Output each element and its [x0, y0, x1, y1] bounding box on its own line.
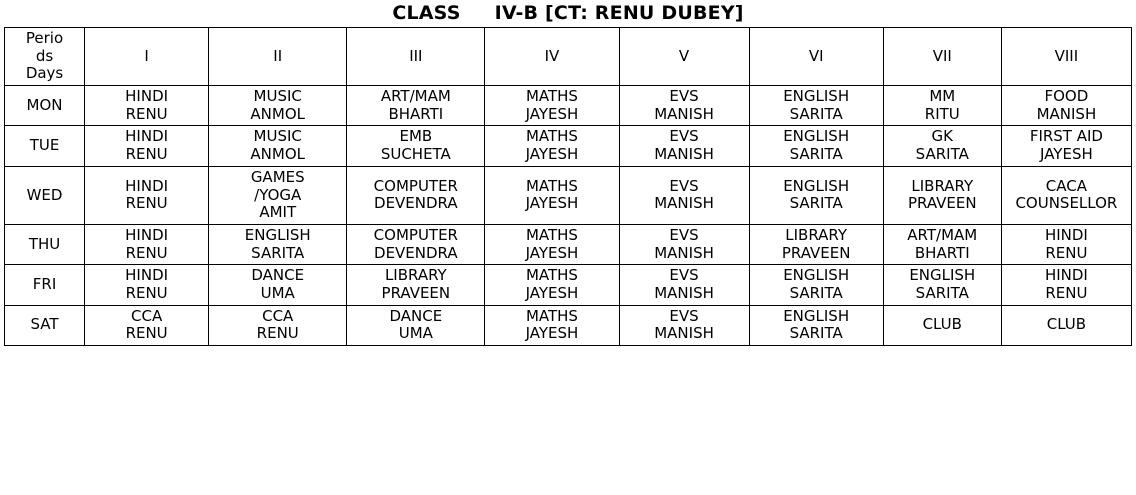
- schedule-cell-line: DEVENDRA: [374, 243, 458, 262]
- schedule-cell: [1001, 86, 1131, 126]
- schedule-cell-line: ENGLISH: [783, 306, 850, 325]
- header-row: [5, 28, 1132, 86]
- day-label: TUE: [5, 126, 85, 166]
- period-header-3: III: [347, 28, 485, 86]
- schedule-cell-line: COUNSELLOR: [1015, 194, 1118, 213]
- schedule-cell: [883, 86, 1001, 126]
- schedule-cell-line: UMA: [398, 324, 433, 343]
- schedule-cell-line: ENGLISH: [783, 127, 850, 146]
- table-row: [5, 126, 1132, 166]
- schedule-cell: [209, 86, 347, 126]
- schedule-cell-line: ENGLISH: [909, 266, 976, 285]
- schedule-cell: [485, 126, 619, 166]
- corner-line-1: Perio: [25, 29, 64, 47]
- schedule-cell-line: SARITA: [789, 283, 843, 302]
- day-label: MON: [5, 86, 85, 126]
- schedule-cell: [347, 224, 485, 264]
- schedule-cell: [883, 224, 1001, 264]
- schedule-cell-line: MUSIC: [253, 87, 302, 106]
- schedule-cell: [749, 305, 883, 345]
- schedule-cell: [209, 224, 347, 264]
- schedule-cell: [619, 224, 749, 264]
- schedule-cell-line: MANISH: [654, 145, 714, 164]
- period-header-1: I: [85, 28, 209, 86]
- schedule-cell: [1001, 126, 1131, 166]
- table-row: [5, 305, 1132, 345]
- schedule-cell: [85, 305, 209, 345]
- schedule-cell: [85, 166, 209, 224]
- table-row: [5, 86, 1132, 126]
- schedule-cell-line: LIBRARY: [911, 176, 974, 195]
- corner-line-2: ds: [35, 46, 54, 65]
- schedule-cell-line: DANCE: [389, 306, 443, 325]
- schedule-cell-line: GAMES: [250, 167, 305, 186]
- schedule-cell-line: RENU: [125, 194, 168, 213]
- schedule-cell-line: ANMOL: [250, 104, 306, 123]
- corner-header: [5, 28, 85, 86]
- schedule-cell-line: RENU: [125, 243, 168, 262]
- schedule-cell-line: CCA: [131, 306, 163, 325]
- schedule-cell-line: JAYESH: [525, 283, 579, 302]
- schedule-cell: [1001, 265, 1131, 305]
- schedule-cell-line: COMPUTER: [373, 225, 458, 244]
- schedule-cell-line: EMB: [399, 127, 433, 146]
- schedule-cell-line: JAYESH: [525, 243, 579, 262]
- schedule-cell-line: MUSIC: [253, 127, 302, 146]
- schedule-cell-line: RENU: [125, 324, 168, 343]
- schedule-cell-line: CLUB: [922, 315, 962, 334]
- schedule-cell-line: GK: [931, 127, 953, 146]
- schedule-cell-line: MANISH: [654, 324, 714, 343]
- period-header-8: VIII: [1001, 28, 1131, 86]
- page-title: CLASS IV-B [CT: RENU DUBEY]: [392, 2, 744, 24]
- schedule-cell: [619, 305, 749, 345]
- schedule-cell-line: MATHS: [525, 225, 578, 244]
- schedule-cell-line: UMA: [260, 283, 295, 302]
- schedule-cell-line: JAYESH: [525, 324, 579, 343]
- schedule-cell-line: ENGLISH: [783, 176, 850, 195]
- schedule-cell-line: EVS: [669, 266, 699, 285]
- schedule-cell-line: ENGLISH: [244, 225, 311, 244]
- schedule-cell-line: PRAVEEN: [907, 194, 977, 213]
- schedule-cell-line: SARITA: [915, 145, 969, 164]
- schedule-cell: [85, 126, 209, 166]
- schedule-cell-line: SARITA: [251, 243, 305, 262]
- schedule-cell-line: HINDI: [125, 176, 169, 195]
- schedule-cell-line: JAYESH: [525, 194, 579, 213]
- schedule-cell: [347, 265, 485, 305]
- schedule-cell-line: COMPUTER: [373, 176, 458, 195]
- schedule-cell-line: CACA: [1045, 176, 1088, 195]
- schedule-cell: [883, 166, 1001, 224]
- schedule-cell-line: PRAVEEN: [781, 243, 851, 262]
- schedule-cell-line: JAYESH: [525, 104, 579, 123]
- schedule-cell: [619, 86, 749, 126]
- schedule-cell-line: HINDI: [125, 87, 169, 106]
- schedule-cell-line: MATHS: [525, 266, 578, 285]
- table-row: [5, 166, 1132, 224]
- schedule-cell-line: MANISH: [1036, 104, 1097, 123]
- schedule-cell-line: MATHS: [525, 87, 578, 106]
- schedule-cell-line: ENGLISH: [783, 266, 850, 285]
- schedule-cell-line: JAYESH: [525, 145, 579, 164]
- schedule-cell-line: HINDI: [125, 225, 169, 244]
- schedule-cell: [619, 265, 749, 305]
- schedule-cell: [209, 126, 347, 166]
- schedule-cell: [85, 86, 209, 126]
- schedule-cell: [1001, 305, 1131, 345]
- day-label: FRI: [5, 265, 85, 305]
- schedule-cell-line: ENGLISH: [783, 87, 850, 106]
- schedule-cell-line: JAYESH: [1040, 145, 1093, 164]
- schedule-cell-line: MATHS: [525, 176, 578, 195]
- schedule-cell-line: EVS: [669, 127, 699, 146]
- schedule-cell-line: LIBRARY: [785, 225, 848, 244]
- schedule-cell-line: EVS: [669, 176, 699, 195]
- schedule-cell: [883, 305, 1001, 345]
- schedule-cell-line: RENU: [1045, 283, 1088, 302]
- schedule-cell: [749, 224, 883, 264]
- schedule-cell-line: ANMOL: [250, 145, 306, 164]
- schedule-cell: [749, 86, 883, 126]
- schedule-cell-line: MANISH: [654, 283, 714, 302]
- schedule-cell-line: MM: [929, 87, 956, 106]
- schedule-cell-line: EVS: [669, 225, 699, 244]
- schedule-cell: [85, 224, 209, 264]
- schedule-cell-line: MATHS: [525, 306, 578, 325]
- schedule-cell: [347, 305, 485, 345]
- schedule-cell: [749, 126, 883, 166]
- schedule-cell-line: MANISH: [654, 194, 714, 213]
- schedule-cell-line: SARITA: [789, 324, 843, 343]
- schedule-cell-line: CLUB: [1046, 315, 1087, 334]
- schedule-cell-line: EVS: [669, 87, 699, 106]
- schedule-cell: [749, 265, 883, 305]
- timetable-body: [5, 86, 1132, 346]
- schedule-cell: [209, 265, 347, 305]
- schedule-cell-line: RENU: [125, 104, 168, 123]
- schedule-cell: [749, 166, 883, 224]
- schedule-cell: [485, 86, 619, 126]
- schedule-cell: [209, 305, 347, 345]
- schedule-cell-line: HINDI: [1044, 225, 1088, 244]
- schedule-cell: [883, 265, 1001, 305]
- schedule-cell: [485, 224, 619, 264]
- schedule-cell: [619, 166, 749, 224]
- period-header-2: II: [209, 28, 347, 86]
- schedule-cell: [209, 166, 347, 224]
- schedule-cell: [485, 166, 619, 224]
- schedule-cell-line: AMIT: [259, 203, 297, 222]
- schedule-cell-line: HINDI: [125, 127, 169, 146]
- schedule-cell: [485, 305, 619, 345]
- schedule-cell: [883, 126, 1001, 166]
- schedule-cell-line: /YOGA: [254, 185, 302, 204]
- schedule-cell: [85, 265, 209, 305]
- day-label: SAT: [5, 305, 85, 345]
- schedule-cell-line: RITU: [924, 104, 960, 123]
- timetable: [4, 27, 1132, 346]
- schedule-cell: [347, 126, 485, 166]
- schedule-cell-line: MANISH: [654, 243, 714, 262]
- schedule-cell: [347, 166, 485, 224]
- schedule-cell: [619, 126, 749, 166]
- schedule-cell-line: SARITA: [789, 104, 843, 123]
- schedule-cell-line: BHARTI: [914, 243, 970, 262]
- corner-line-3: Days: [25, 64, 64, 83]
- period-header-5: V: [619, 28, 749, 86]
- schedule-cell-line: EVS: [669, 306, 699, 325]
- schedule-cell-line: CCA: [262, 306, 294, 325]
- schedule-cell-line: DEVENDRA: [374, 194, 458, 213]
- schedule-cell-line: FOOD: [1044, 87, 1089, 106]
- schedule-cell-line: MATHS: [525, 127, 578, 146]
- schedule-cell: [1001, 166, 1131, 224]
- schedule-cell-line: DANCE: [251, 266, 305, 285]
- schedule-cell-line: SUCHETA: [380, 145, 451, 164]
- period-header-7: VII: [883, 28, 1001, 86]
- day-label: THU: [5, 224, 85, 264]
- schedule-cell-line: RENU: [125, 145, 168, 164]
- timetable-header: [5, 28, 1132, 86]
- schedule-cell-line: ART/MAM: [907, 225, 978, 244]
- day-label: WED: [5, 166, 85, 224]
- table-row: [5, 224, 1132, 264]
- period-header-4: IV: [485, 28, 619, 86]
- table-row: [5, 265, 1132, 305]
- period-header-6: VI: [749, 28, 883, 86]
- schedule-cell: [485, 265, 619, 305]
- schedule-cell: [347, 86, 485, 126]
- schedule-cell-line: HINDI: [1044, 266, 1088, 285]
- schedule-cell-line: SARITA: [915, 283, 969, 302]
- schedule-cell-line: MANISH: [654, 104, 714, 123]
- schedule-cell-line: HINDI: [125, 266, 169, 285]
- schedule-cell-line: ART/MAM: [380, 87, 451, 106]
- schedule-cell-line: SARITA: [789, 145, 843, 164]
- schedule-cell-line: SARITA: [789, 194, 843, 213]
- schedule-cell-line: BHARTI: [388, 104, 444, 123]
- schedule-cell-line: FIRST AID: [1029, 127, 1103, 146]
- schedule-cell-line: PRAVEEN: [381, 283, 451, 302]
- schedule-cell: [1001, 224, 1131, 264]
- schedule-cell-line: LIBRARY: [384, 266, 447, 285]
- schedule-cell-line: RENU: [256, 324, 299, 343]
- schedule-cell-line: RENU: [1045, 243, 1088, 262]
- schedule-cell-line: RENU: [125, 283, 168, 302]
